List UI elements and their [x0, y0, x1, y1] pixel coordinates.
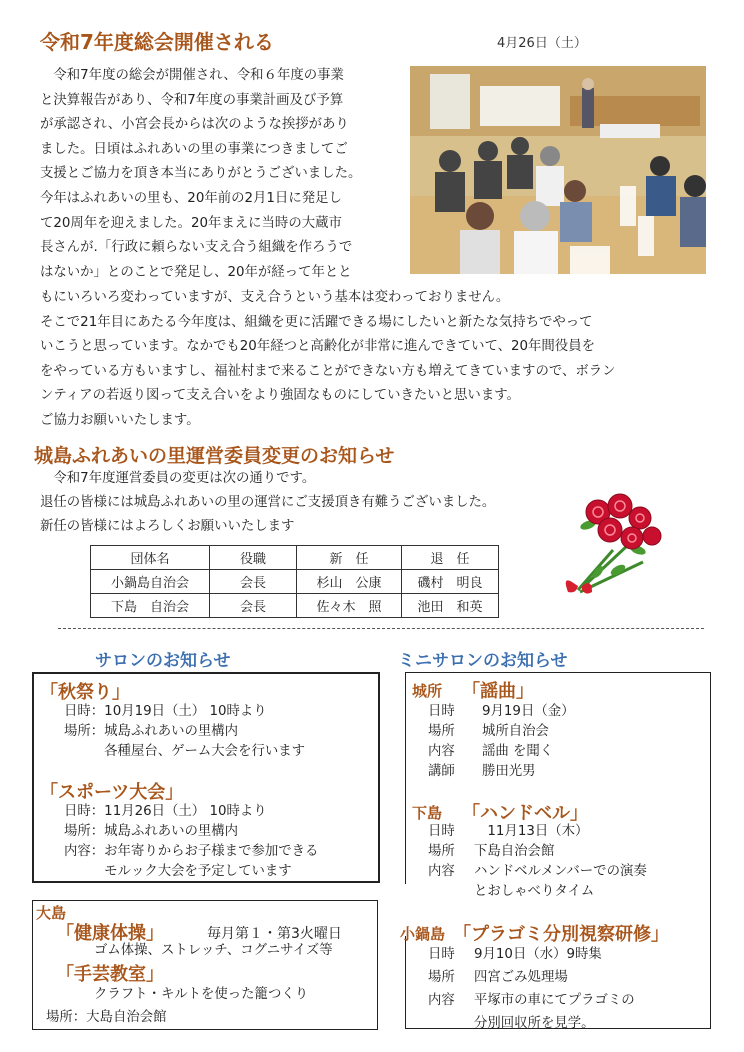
committee-notice — [40, 467, 495, 539]
craft-class-title: 「手芸教室」 — [56, 964, 164, 985]
text-line: をやっている方もいますし、福祉村まで来ることができない方も増えてきていますので、ボラン — [40, 363, 616, 379]
detail-value: 四宮ごみ処理場 — [474, 970, 568, 985]
mini-event-details — [428, 702, 575, 782]
sports-event-title: 「スポーツ大会」 — [40, 782, 184, 803]
detail-label: 場所 — [428, 724, 455, 739]
text-line: 内容：お年寄りからお子様まで参加できる — [64, 844, 319, 859]
table-row — [91, 570, 499, 594]
table-cell: 会長 — [210, 570, 297, 594]
table-header: 新 任 — [297, 546, 402, 570]
text-line: そこで21年目にあたる今年度は、組織を更に活躍できる場にしたいと新たな気持ちでやって — [40, 314, 593, 330]
health-exercise-desc: ゴム体操、ストレッチ、コグニサイズ等 — [94, 943, 333, 958]
text-line: ご協力お願いいたします。 — [40, 412, 200, 428]
text-line: ンティアの若返り図って支え合いをより強固なものにしていきたいと思います。 — [40, 388, 520, 404]
oshima-area-label: 大島 — [36, 904, 67, 922]
mini-event-details — [428, 943, 635, 1035]
detail-label: 日時 — [428, 824, 455, 839]
committee-title: 城島ふれあいの里運営委員変更のお知らせ — [34, 445, 395, 467]
detail-value: ハンドベルメンバーでの演奏 — [474, 864, 647, 879]
text-line: 各種屋台、ゲーム大会を行います — [64, 744, 306, 759]
table-cell: 佐々木 照 — [297, 594, 402, 618]
detail-value: 謡曲 を聞く — [482, 744, 554, 759]
mini-event-details — [428, 822, 647, 902]
oshima-place: 場所：大島自治会館 — [46, 1010, 167, 1025]
text-line: 場所：城島ふれあいの里構内 — [64, 824, 239, 839]
text-line: が承認され、小宮会長からは次のような挨拶があり — [40, 117, 349, 133]
table-cell: 下島 自治会 — [91, 594, 210, 618]
sports-event-details — [64, 802, 318, 882]
detail-label: 内容 — [428, 744, 455, 759]
text-line: 今年はふれあいの里も、20年前の2月1日に発足し — [40, 190, 342, 206]
intro-paragraph — [40, 64, 405, 285]
detail-label: 日時 — [428, 704, 455, 719]
text-line: 日時：10月19日（土） 10時より — [64, 704, 267, 719]
committee-table — [90, 545, 499, 618]
craft-class-desc: クラフト・キルトを使った籠つくり — [94, 987, 309, 1002]
salon-heading: サロンのお知らせ — [95, 651, 231, 671]
detail-label: 内容 — [428, 864, 455, 879]
table-cell: 杉山 公康 — [297, 570, 402, 594]
detail-value: 9月19日（金） — [482, 704, 575, 719]
text-line: て20周年を迎えました。20年まえに当時の大蔵市 — [40, 215, 342, 231]
table-header: 役職 — [210, 546, 297, 570]
text-line: 場所：城島ふれあいの里構内 — [64, 724, 239, 739]
mini-event-area: 小鍋島 — [400, 925, 446, 943]
detail-value: 9月10日（水）9時集 — [474, 947, 602, 962]
table-header: 団体名 — [91, 546, 210, 570]
mini-event-title: 「プラゴミ分別視察研修」 — [453, 924, 669, 945]
table-header: 退 任 — [402, 546, 499, 570]
text-line: と決算報告があり、令和7年度の事業計画及び予算 — [40, 92, 344, 108]
text-line: 令和7年度の総会が開催され、令和６年度の事業 — [40, 68, 344, 83]
text-line: はないか」とのことで発足し、20年が経って年とと — [40, 264, 352, 280]
detail-value: 11月13日（木） — [474, 824, 589, 839]
table-cell: 池田 和英 — [402, 594, 499, 618]
mini-salon-heading: ミニサロンのお知らせ — [398, 651, 568, 671]
table-cell: 磯村 明良 — [402, 570, 499, 594]
table-header-row — [91, 546, 499, 570]
autumn-festival-title: 「秋祭り」 — [40, 682, 130, 703]
detail-value: 分別回収所を見学。 — [474, 1016, 595, 1031]
detail-label: 場所 — [428, 844, 455, 859]
text-line: 令和7年度運営委員の変更は次の通りです。 — [40, 471, 316, 486]
text-line: もにいろいろ変わっていますが、支え合うという基本は変わっておりません。 — [40, 290, 510, 305]
detail-label: 講師 — [428, 764, 455, 779]
detail-value: 勝田光男 — [482, 764, 536, 779]
detail-value: 平塚市の車にてプラゴミの — [474, 993, 635, 1008]
text-line: 新任の皆様にはよろしくお願いいたします — [40, 519, 295, 534]
article-date: 4月26日（土） — [497, 36, 587, 51]
text-line: 日時：11月26日（土） 10時より — [64, 804, 267, 819]
detail-value: 城所自治会 — [482, 724, 549, 739]
text-line: モルック大会を予定しています — [64, 864, 292, 879]
detail-label: 場所 — [428, 970, 455, 985]
section-divider — [58, 628, 704, 629]
mini-event-title: 「ハンドベル」 — [462, 803, 588, 824]
text-line: 退任の皆様には城島ふれあいの里の運営にご支援頂き有難うございました。 — [40, 495, 496, 510]
detail-label: 日時 — [428, 947, 455, 962]
health-exercise-schedule: 毎月第１・第3火曜日 — [207, 926, 342, 942]
article-title: 令和7年度総会開催される — [40, 30, 274, 54]
meeting-photo — [410, 66, 706, 274]
health-exercise-title: 「健康体操」 — [56, 923, 164, 944]
mini-event-area: 下島 — [412, 804, 443, 822]
text-line: ました。日頃はふれあいの里の事業につきましてご — [40, 141, 348, 157]
text-line: いこうと思っています。なかでも20年経つと高齢化が非常に進んできていて、20年間役員を — [40, 339, 595, 355]
detail-value: とおしゃべりタイム — [474, 884, 595, 899]
text-line: 支援とご協力を頂き本当にありがとうございました。 — [40, 166, 362, 182]
table-cell: 会長 — [210, 594, 297, 618]
detail-label: 内容 — [428, 993, 455, 1008]
rose-bouquet-icon — [558, 490, 668, 602]
mini-event-title: 「謡曲」 — [462, 681, 534, 702]
table-row — [91, 594, 499, 618]
mini-event-area: 城所 — [412, 682, 443, 700]
intro-paragraph-continued — [40, 286, 690, 434]
detail-value: 下島自治会館 — [474, 844, 555, 859]
text-line: 長さんが.「行政に頼らない支え合う組織を作ろうで — [40, 240, 353, 256]
autumn-festival-details — [64, 702, 305, 762]
table-cell: 小鍋島自治会 — [91, 570, 210, 594]
